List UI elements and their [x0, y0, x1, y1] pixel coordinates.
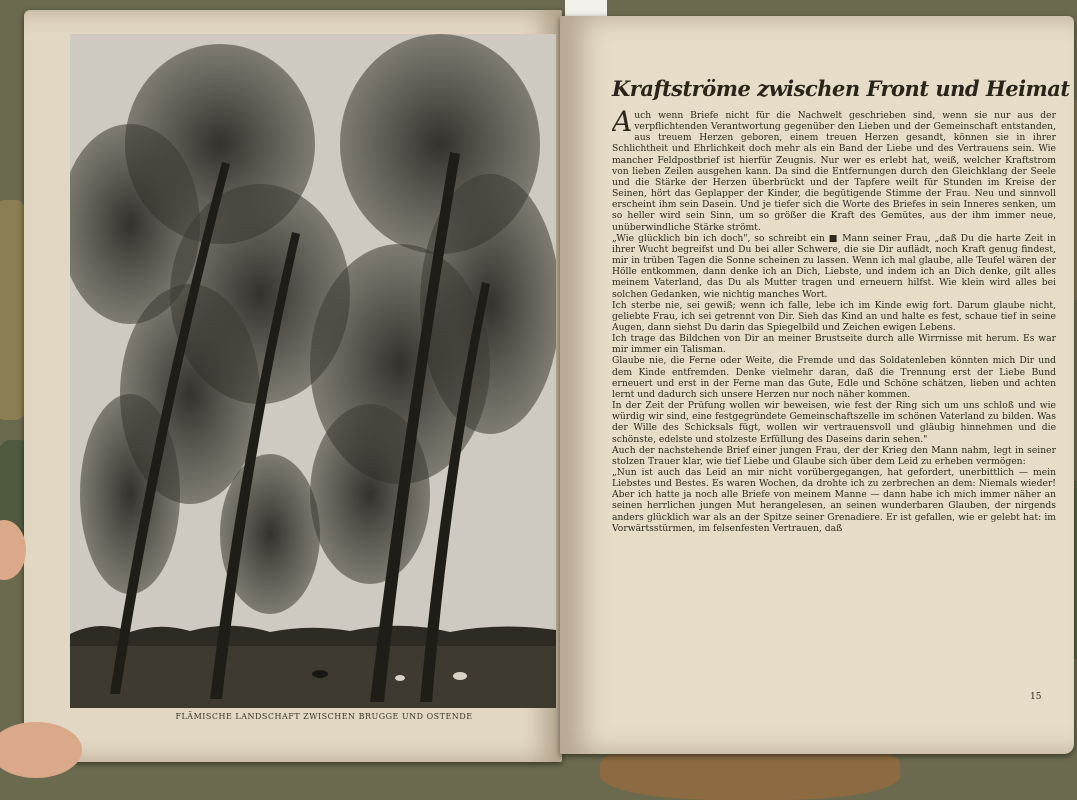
right-page	[560, 16, 1074, 754]
article-body	[612, 110, 1056, 690]
paragraph-5: Glaube nie, die Ferne oder Weite, die Fremde und das Soldatenleben könnten mich Dir und dem Kinde entfremden. Denke vielmehr daran, daß die Trennung erst der Liebe Bund erneuert und erst in der Ferne man das Gute, Edle und Schöne schätzen, lieben und achten lernt und dadurch sich unsere Herzen nur noch näher kommen.	[612, 355, 1056, 400]
paragraph-4: Ich trage das Bildchen von Dir an meiner Brustseite durch alle Wirrnisse mit herum. Es war mir immer ein Talisman.	[612, 333, 1056, 356]
paragraph-2: „Wie glücklich bin ich doch", so schreibt ein ■ Mann seiner Frau, „daß Du die harte Zeit in ihrer Wucht begreifst und Du bei aller Schwere, die sie Dir auflädt, noch Kraft genug findest, mir in trüben Tagen die Sonne scheinen zu lassen. Wenn ich mal glaube, alle Teufel wären der Hölle entkommen, dann denke ich an Dich, Liebste, und indem ich an Dich denke, gilt alles meinem Vaterland, das Du als Mutter tragen und erneuern hilfst. Wie klein wird alles bei solchen Gedanken, wie nichtig manches Wort.	[612, 232, 1056, 300]
left-page	[24, 10, 562, 762]
article-title: Kraftströme zwischen Front und Heimat	[612, 76, 1070, 101]
paragraph-1: Auch wenn Briefe nicht für die Nachwelt geschrieben sind, wenn sie nur aus der verpflichtenden Verantwortung gegenüber den Lieben und der Gemeinschaft entstanden, aus treuem Herzen geboren, einem treuen Herzen gesandt, können sie in ihrer Schlichtheit und Ehrlichkeit doch mehr als ein Band der Liebe und des Vertrauens sein. Wie mancher Feldpostbrief ist hierfür Zeugnis. Nur wer es erlebt hat, weiß, welcher Kraftstrom von lieben Zeilen ausgehen kann. Da sind die Entfernungen durch den Gleichklang der Seele und die Stärke der Herzen überbrückt und der Tapfere weilt für Stunden im Kreise der Seinen, hört das Geplapper der Kinder, die begütigende Stimme der Frau. Neu und sinnvoll erscheint ihm sein Dasein. Und je tiefer sich die Worte des Briefes in sein Inneres senken, um so heller wird sein Sinn, um so größer die Kraft des Gemütes, aus der ihm immer neue, unüberwindliche Stärke strömt.	[612, 110, 1056, 233]
photo-caption: FLÄMISCHE LANDSCHAFT ZWISCHEN BRUGGE UND OSTENDE	[175, 712, 473, 721]
page-number: 15	[1030, 692, 1042, 702]
paragraph-8: „Nun ist auch das Leid an mir nicht vorübergegangen, hat gefordert, unerbittlich — mein Liebstes und Bestes. Es waren Wochen, da drohte ich zu zerbrechen an dem: Niemals wieder! Aber ich hatte ja noch alle Briefe von meinem Manne — dann habe ich mich immer näher an seinen herrlichen jungen Mut herangelesen, an seinen wunderbaren Glauben, der nirgends anders glücklich war als an der Spitze seiner Grenadiere. Er ist gefallen, wie er gelebt hat: im Vorwärtsstürmen, im felsenfesten Vertrauen, daß	[612, 467, 1056, 534]
open-book	[18, 4, 1073, 766]
paragraph-7: Auch der nachstehende Brief einer jungen Frau, der der Krieg den Mann nahm, legt in seiner stolzen Trauer klar, wie tief Liebe und Glaube sich über dem Leid zu erheben vermögen:	[612, 444, 1056, 467]
paragraph-6: In der Zeit der Prüfung wollen wir beweisen, wie fest der Ring sich um uns schloß und wie würdig wir sind, eine festgegründete Gemeinschaftszelle im schönen Vaterland zu bilden. Was der Wille des Schicksals fügt, wollen wir vertrauensvoll und gläubig hinnehmen und die schönste, edelste und stolzeste Erfüllung des Daseins darin sehen."	[612, 400, 1056, 445]
thumb-bottom	[0, 722, 82, 778]
drop-cap: A	[612, 110, 633, 138]
paragraph-3: Ich sterbe nie, sei gewiß; wenn ich falle, lebe ich im Kinde ewig fort. Darum glaube nicht, geliebte Frau, ich sei getrennt von Dir. Sieh das Kind an und halte es fest, schaue tief in seine Augen, dann siehst Du darin das Spiegelbild und Zeichen ewigen Lebens.	[612, 299, 1056, 333]
trees-illustration	[70, 34, 556, 708]
landscape-photo	[70, 34, 556, 708]
